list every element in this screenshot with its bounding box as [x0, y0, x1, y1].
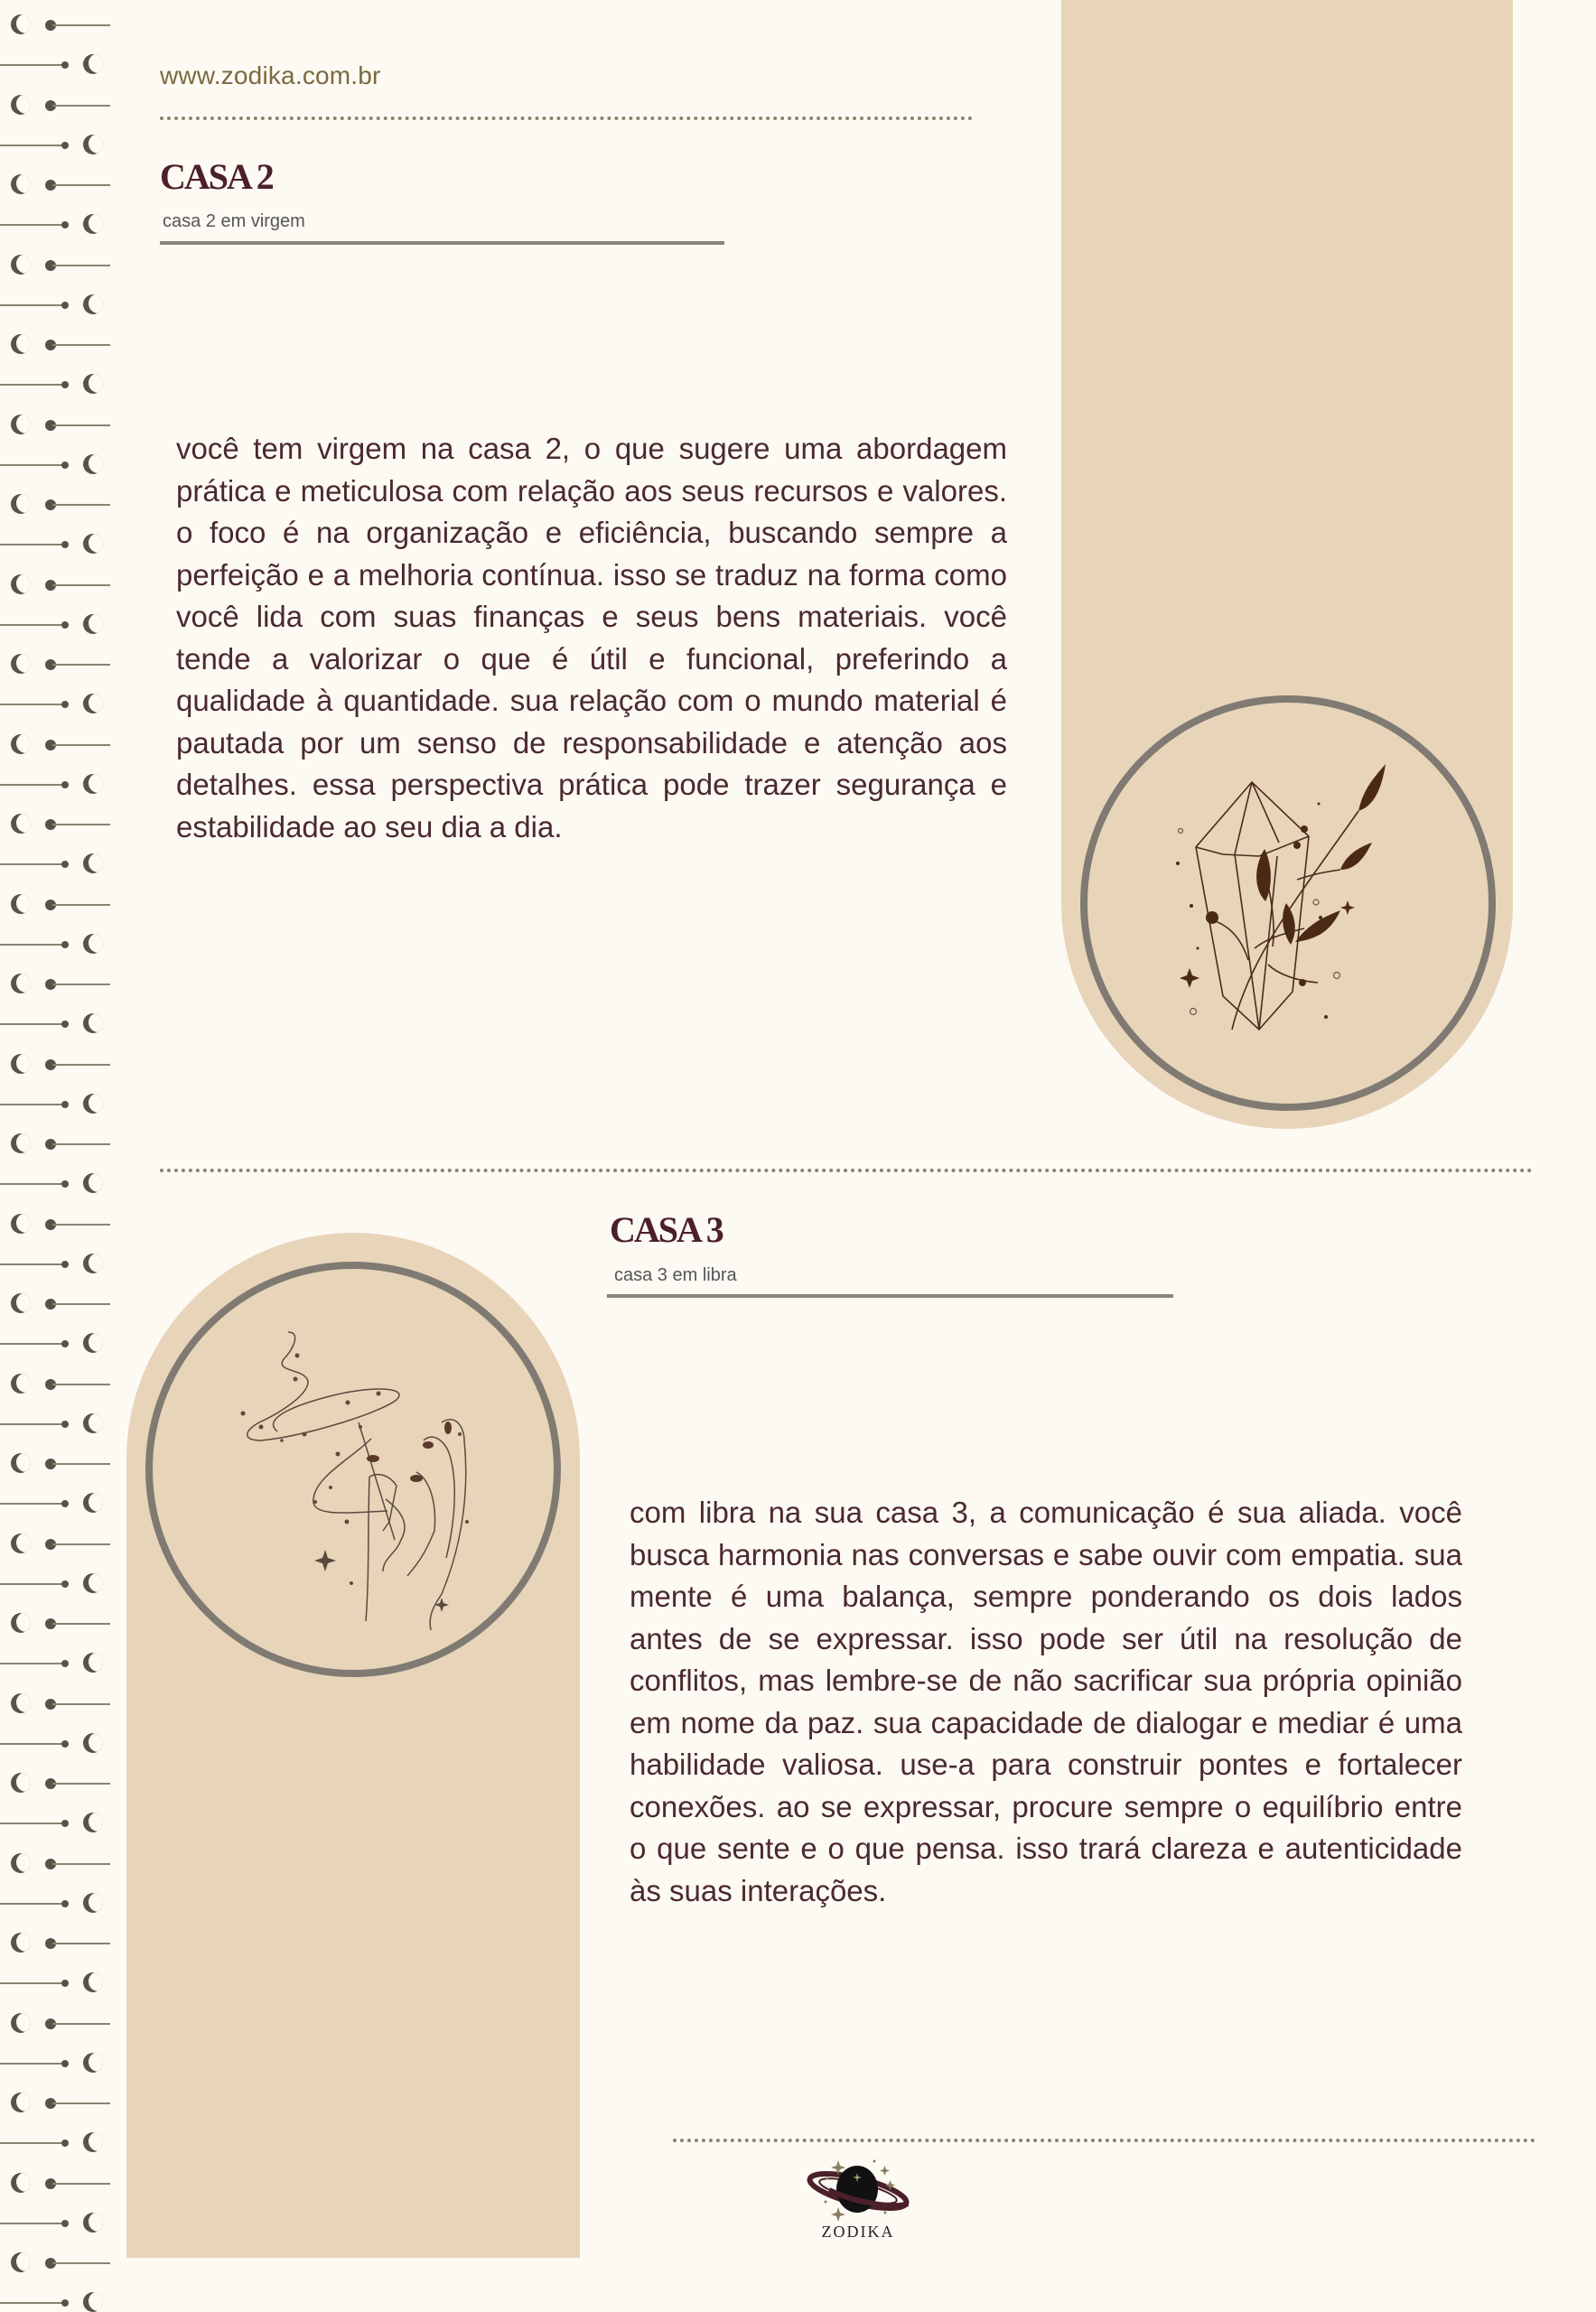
- hand-with-stardust-icon: [153, 1269, 554, 1670]
- section-title: CASA 3: [610, 1209, 723, 1250]
- dot: [61, 1820, 69, 1827]
- crescent-moon-icon: [11, 1613, 31, 1633]
- moon-row: [0, 294, 113, 312]
- section-underline: [160, 241, 724, 245]
- crescent-moon-icon: [83, 2053, 103, 2073]
- line: [0, 624, 65, 626]
- line: [0, 64, 65, 66]
- crescent-moon-icon: [11, 1933, 31, 1953]
- line: [0, 1823, 65, 1824]
- line: [0, 944, 65, 946]
- crescent-moon-icon: [83, 2292, 103, 2312]
- dot: [61, 1660, 69, 1667]
- crescent-moon-icon: [11, 1374, 31, 1394]
- line: [52, 1543, 110, 1545]
- crescent-moon-icon: [11, 14, 31, 34]
- moon-row: [0, 1374, 113, 1392]
- crescent-moon-icon: [83, 534, 103, 554]
- dot: [61, 1421, 69, 1428]
- crescent-moon-icon: [83, 1733, 103, 1753]
- crescent-moon-icon: [83, 774, 103, 794]
- crescent-moon-icon: [83, 1972, 103, 1992]
- crescent-moon-icon: [11, 2173, 31, 2193]
- crescent-moon-icon: [11, 734, 31, 754]
- moon-row: [0, 1133, 113, 1151]
- line: [0, 1263, 65, 1265]
- crescent-moon-icon: [11, 95, 31, 115]
- crescent-moon-icon: [83, 1413, 103, 1433]
- moon-row: [0, 334, 113, 352]
- moon-row: [0, 894, 113, 912]
- line: [0, 464, 65, 466]
- moon-row: [0, 2013, 113, 2031]
- moon-row: [0, 934, 113, 952]
- section-subtitle: casa 2 em virgem: [163, 211, 305, 231]
- line: [0, 1583, 65, 1585]
- moon-row: [0, 494, 113, 512]
- moon-row: [0, 1013, 113, 1031]
- brand-name: ZODIKA: [821, 2223, 895, 2241]
- crescent-moon-icon: [83, 1493, 103, 1513]
- line: [52, 265, 110, 266]
- moon-row: [0, 1893, 113, 1911]
- crescent-moon-icon: [11, 974, 31, 993]
- moon-row: [0, 1254, 113, 1272]
- dot: [61, 2060, 69, 2067]
- moon-row: [0, 1054, 113, 1072]
- dotted-divider: [160, 1169, 1533, 1172]
- dotted-divider: [160, 117, 973, 120]
- line: [52, 1783, 110, 1785]
- moon-row: [0, 534, 113, 552]
- crescent-moon-icon: [83, 214, 103, 234]
- dot: [61, 941, 69, 948]
- line: [52, 184, 110, 186]
- crescent-moon-icon: [11, 2013, 31, 2033]
- moon-row: [0, 1773, 113, 1791]
- crescent-moon-icon: [11, 2252, 31, 2272]
- moon-row: [0, 95, 113, 113]
- dot: [61, 701, 69, 708]
- dot: [61, 781, 69, 788]
- line: [52, 744, 110, 746]
- crystal-with-leaves-icon: [1087, 703, 1489, 1104]
- crescent-moon-icon: [11, 1534, 31, 1553]
- line: [0, 2302, 65, 2304]
- moon-row: [0, 694, 113, 712]
- moon-row: [0, 853, 113, 872]
- dot: [61, 1261, 69, 1268]
- moon-row: [0, 454, 113, 472]
- line: [52, 24, 110, 26]
- crescent-moon-icon: [11, 334, 31, 354]
- crescent-moon-icon: [11, 814, 31, 834]
- dot: [61, 1021, 69, 1028]
- line: [52, 105, 110, 107]
- line: [52, 984, 110, 985]
- moon-row: [0, 974, 113, 992]
- dot: [61, 1500, 69, 1507]
- crescent-moon-icon: [11, 1853, 31, 1873]
- line: [52, 1463, 110, 1465]
- moon-row: [0, 654, 113, 672]
- section-body: com libra na sua casa 3, a comunicação é sua aliada. você busca harmonia nas conversas e sabe ouvir com empatia. sua mente é uma balança, sempre ponderando os dois lados antes de se expressar. isso pode ser útil na resolução de conflitos, mas lembre-se de não sacrificar sua própria opinião em nome da paz. sua capacidade de dialogar e mediar é uma habilidade valiosa. use-a para construir pontes e fortalecer conexões. ao se expressar, procure sempre o equilíbrio entre o que sente e o que pensa. isso trará clareza e autenticidade às suas interações.: [630, 1496, 1462, 1907]
- crescent-moon-icon: [83, 1333, 103, 1353]
- dot: [61, 2220, 69, 2227]
- dot: [61, 541, 69, 548]
- moon-row: [0, 1733, 113, 1751]
- moon-row: [0, 2252, 113, 2270]
- moon-row: [0, 1972, 113, 1990]
- tan-arch-panel-left: [126, 1233, 580, 2258]
- moon-row: [0, 2053, 113, 2071]
- line: [52, 344, 110, 346]
- crescent-moon-icon: [11, 1693, 31, 1713]
- crescent-moon-icon: [83, 1893, 103, 1913]
- dot: [61, 1101, 69, 1108]
- illustration-ring: [1080, 695, 1496, 1111]
- moon-row: [0, 814, 113, 832]
- line: [0, 1104, 65, 1105]
- dot: [61, 621, 69, 629]
- crescent-moon-icon: [83, 614, 103, 634]
- moon-row: [0, 1853, 113, 1871]
- crescent-moon-icon: [83, 1813, 103, 1832]
- crescent-moon-icon: [83, 1653, 103, 1673]
- line: [52, 584, 110, 586]
- line: [52, 424, 110, 426]
- line: [0, 1343, 65, 1345]
- moon-row: [0, 1173, 113, 1191]
- moon-row: [0, 214, 113, 232]
- moon-row: [0, 614, 113, 632]
- crescent-moon-icon: [11, 1214, 31, 1234]
- moon-row: [0, 174, 113, 192]
- line: [52, 1384, 110, 1385]
- site-url[interactable]: www.zodika.com.br: [160, 61, 381, 89]
- section-underline: [607, 1294, 1173, 1298]
- moon-row: [0, 14, 113, 33]
- crescent-moon-icon: [83, 374, 103, 394]
- moon-row: [0, 2292, 113, 2310]
- moon-row: [0, 2173, 113, 2191]
- crescent-moon-icon: [11, 574, 31, 594]
- dot: [61, 221, 69, 228]
- section-subtitle: casa 3 em libra: [614, 1265, 737, 1285]
- moon-row: [0, 255, 113, 273]
- line: [0, 384, 65, 386]
- crescent-moon-icon: [11, 1773, 31, 1793]
- moon-row: [0, 1613, 113, 1631]
- saturn-planet-icon: [802, 2157, 914, 2222]
- line: [0, 144, 65, 146]
- dot: [61, 1580, 69, 1588]
- moon-row: [0, 1214, 113, 1232]
- line: [52, 1143, 110, 1145]
- line: [0, 1903, 65, 1905]
- moon-row: [0, 135, 113, 153]
- crescent-moon-icon: [83, 135, 103, 154]
- moon-row: [0, 1493, 113, 1511]
- dot: [61, 381, 69, 388]
- line: [0, 224, 65, 226]
- dot: [61, 461, 69, 469]
- line: [52, 1303, 110, 1305]
- crescent-moon-icon: [83, 2213, 103, 2233]
- line: [0, 1023, 65, 1025]
- illustration-ring: [145, 1262, 561, 1677]
- section-title: CASA 2: [160, 156, 273, 197]
- moon-border-decoration: [0, 0, 113, 2258]
- crescent-moon-icon: [83, 294, 103, 314]
- line: [0, 1183, 65, 1185]
- moon-row: [0, 2093, 113, 2111]
- line: [0, 1663, 65, 1664]
- crescent-moon-icon: [11, 2093, 31, 2112]
- dot: [61, 2140, 69, 2147]
- moon-row: [0, 2213, 113, 2231]
- crescent-moon-icon: [11, 894, 31, 914]
- crescent-moon-icon: [83, 934, 103, 954]
- line: [52, 2023, 110, 2025]
- moon-row: [0, 1933, 113, 1951]
- line: [0, 1503, 65, 1505]
- moon-row: [0, 1413, 113, 1431]
- footer-logo: [802, 2157, 914, 2247]
- line: [52, 2183, 110, 2185]
- moon-row: [0, 1693, 113, 1711]
- line: [0, 544, 65, 545]
- line: [0, 863, 65, 865]
- line: [52, 824, 110, 825]
- tan-arch-panel-right: [1061, 0, 1513, 1129]
- section-body: você tem virgem na casa 2, o que sugere uma abordagem prática e meticulosa com relação aos seus recursos e valores. o foco é na organização e eficiência, buscando sempre a perfeição e a melhoria contínua. isso se traduz na forma como você lida com suas finanças e seus bens materiais. você tende a valorizar o que é útil e funcional, preferindo a qualidade à quantidade. sua relação com o mundo material é pautada por um senso de responsabilidade e atenção aos detalhes. essa perspectiva prática pode trazer segurança e estabilidade ao seu dia a dia.: [176, 432, 1007, 844]
- crescent-moon-icon: [83, 2132, 103, 2152]
- moon-row: [0, 2132, 113, 2150]
- crescent-moon-icon: [11, 1133, 31, 1153]
- line: [0, 2142, 65, 2144]
- line: [0, 1743, 65, 1745]
- crescent-moon-icon: [11, 1054, 31, 1074]
- dotted-divider: [673, 2139, 1535, 2142]
- moon-row: [0, 415, 113, 433]
- moon-row: [0, 374, 113, 392]
- line: [0, 2063, 65, 2065]
- crescent-moon-icon: [11, 415, 31, 434]
- line: [0, 1982, 65, 1984]
- line: [52, 1623, 110, 1625]
- line: [52, 1703, 110, 1705]
- moon-row: [0, 1573, 113, 1591]
- dot: [61, 1900, 69, 1907]
- line: [52, 904, 110, 906]
- dot: [61, 2299, 69, 2307]
- moon-row: [0, 1293, 113, 1311]
- crescent-moon-icon: [11, 654, 31, 674]
- moon-row: [0, 1653, 113, 1671]
- dot: [61, 1340, 69, 1347]
- moon-row: [0, 1813, 113, 1831]
- line: [0, 784, 65, 786]
- crescent-moon-icon: [83, 853, 103, 873]
- line: [52, 1863, 110, 1865]
- line: [52, 1064, 110, 1066]
- dot: [61, 1980, 69, 1987]
- dot: [61, 142, 69, 149]
- moon-row: [0, 734, 113, 752]
- moon-row: [0, 1534, 113, 1552]
- crescent-moon-icon: [11, 1453, 31, 1473]
- crescent-moon-icon: [83, 1094, 103, 1114]
- line: [0, 2223, 65, 2224]
- moon-row: [0, 1333, 113, 1351]
- crescent-moon-icon: [11, 255, 31, 275]
- line: [52, 2102, 110, 2104]
- moon-row: [0, 774, 113, 792]
- line: [0, 1423, 65, 1425]
- crescent-moon-icon: [83, 1013, 103, 1033]
- crescent-moon-icon: [83, 1173, 103, 1193]
- crescent-moon-icon: [83, 454, 103, 474]
- dot: [61, 861, 69, 868]
- moon-row: [0, 574, 113, 592]
- line: [0, 704, 65, 705]
- crescent-moon-icon: [11, 494, 31, 514]
- dot: [61, 302, 69, 309]
- line: [52, 504, 110, 506]
- crescent-moon-icon: [83, 694, 103, 713]
- dot: [61, 61, 69, 69]
- line: [52, 664, 110, 666]
- line: [52, 2262, 110, 2264]
- line: [52, 1224, 110, 1226]
- moon-row: [0, 54, 113, 72]
- crescent-moon-icon: [83, 1254, 103, 1273]
- line: [0, 304, 65, 306]
- line: [52, 1943, 110, 1944]
- crescent-moon-icon: [83, 1573, 103, 1593]
- crescent-moon-icon: [83, 54, 103, 74]
- moon-row: [0, 1453, 113, 1471]
- dot: [61, 1740, 69, 1748]
- dot: [61, 1180, 69, 1188]
- moon-row: [0, 1094, 113, 1112]
- crescent-moon-icon: [11, 174, 31, 194]
- crescent-moon-icon: [11, 1293, 31, 1313]
